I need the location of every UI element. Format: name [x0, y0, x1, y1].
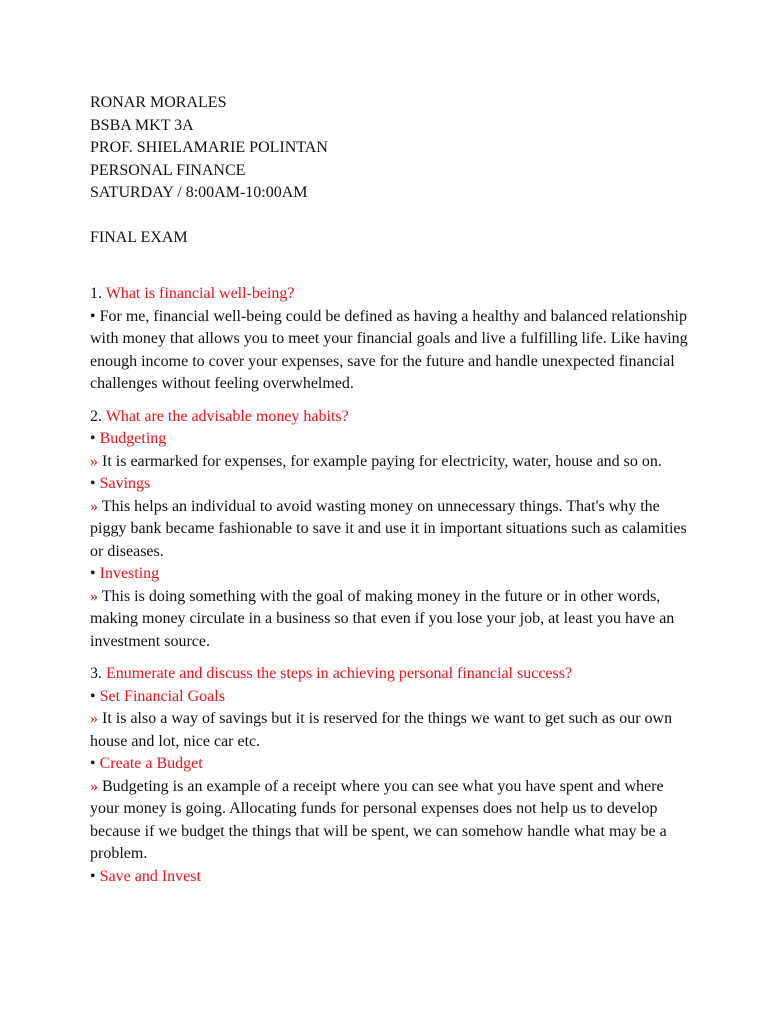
bullet-glyph: • [90, 755, 96, 772]
exam-title: FINAL EXAM [90, 228, 188, 246]
question-text: Enumerate and discuss the steps in achieving personal financial success? [106, 665, 573, 682]
document-page [90, 92, 690, 888]
list-item-title [90, 866, 690, 889]
arrow-glyph: » [90, 587, 98, 605]
item-text: This is doing something with the goal of making money in the future or in other words, making money circulate in a business so that even if you lose your job, at least you have an investment source. [90, 587, 675, 650]
item-text: It is earmarked for expenses, for example paying for electricity, water, house and so on. [102, 452, 662, 470]
question-3-section [90, 663, 690, 888]
question-2-section [90, 406, 690, 654]
bullet-glyph: • [90, 430, 96, 447]
bullet-glyph: • [90, 475, 96, 492]
class-schedule: SATURDAY / 8:00AM-10:00AM [90, 184, 308, 201]
arrow-glyph: » [90, 710, 98, 727]
bullet-glyph: • [90, 867, 96, 885]
question-1-answer [90, 306, 690, 396]
question-number: 2. [90, 407, 106, 425]
item-title: Budgeting [99, 430, 167, 447]
item-title: Savings [99, 475, 151, 492]
list-item-detail [90, 496, 690, 564]
item-title: Create a Budget [99, 755, 203, 772]
arrow-glyph: » [90, 452, 98, 470]
item-title: Save and Invest [99, 867, 201, 885]
student-name: RONAR MORALES [90, 94, 227, 111]
question-2-heading [90, 406, 690, 429]
question-text: What is financial well-being? [105, 285, 295, 302]
list-item-detail [90, 708, 690, 753]
bullet-glyph: • [90, 307, 96, 325]
item-text: This helps an individual to avoid wasting money on unnecessary things. That's why the piggy bank became fashionable to save it and use it in important situations such as calamities or diseases. [90, 497, 687, 560]
question-text: What are the advisable money habits? [105, 407, 349, 425]
question-1-heading [90, 283, 690, 306]
question-3-heading [90, 663, 690, 686]
item-title: Investing [99, 565, 160, 582]
question-number: 1. [90, 285, 106, 302]
list-item-detail [90, 451, 690, 474]
arrow-glyph: » [90, 497, 98, 515]
professor-name: PROF. SHIELAMARIE POLINTAN [90, 139, 328, 156]
header-block [90, 92, 690, 249]
bullet-glyph: • [90, 565, 96, 582]
question-number: 3. [90, 665, 106, 682]
list-item-title [90, 753, 690, 776]
item-text: It is also a way of savings but it is reserved for the things we want to get such as our own house and lot, nice car etc. [90, 710, 673, 750]
course-section: BSBA MKT 3A [90, 116, 194, 134]
list-item-title [90, 563, 690, 586]
item-title: Set Financial Goals [99, 687, 225, 705]
arrow-glyph: » [90, 777, 98, 795]
list-item-title [90, 473, 690, 496]
subject-name: PERSONAL FINANCE [90, 161, 246, 179]
question-1-section [90, 283, 690, 396]
list-item-detail [90, 586, 690, 654]
list-item-title [90, 686, 690, 709]
list-item-title [90, 428, 690, 451]
list-item-detail [90, 776, 690, 866]
bullet-glyph: • [90, 687, 96, 705]
item-text: Budgeting is an example of a receipt where you can see what you have spent and where your money is going. Allocating funds for personal expenses does not help us to develop because if we budget the things that will be spent, we can somehow handle what may be a problem. [90, 777, 667, 862]
answer-text: For me, financial well-being could be defined as having a healthy and balanced relationship with money that allows you to meet your financial goals and live a fulfilling life. Like having enough income to cover your expenses, save for the future and handle unexpected financial challenges without feeling overwhelmed. [90, 307, 688, 392]
